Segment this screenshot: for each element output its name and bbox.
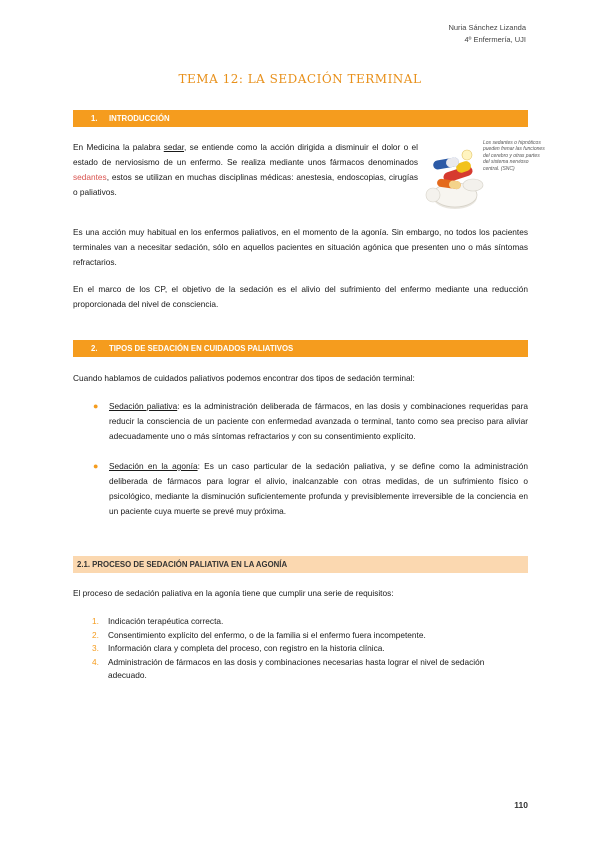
proceso-lead: El proceso de sedación paliativa en la agonía tiene que cumplir una serie de requisitos: <box>73 588 394 598</box>
subsection-heading: 2.1. PROCESO DE SEDACIÓN PALIATIVA EN LA AGONÍA <box>73 556 528 573</box>
section-number: 2. <box>91 344 98 353</box>
intro-text: En Medicina la palabra <box>73 142 164 152</box>
intro-paragraph-1 <box>73 140 418 200</box>
intro-paragraph-3: En el marco de los CP, el objetivo de la sedación es el alivio del sufrimiento del enfermo mediante una reducción proporcionada del nivel de consciencia. <box>73 284 528 309</box>
bullet-icon: ● <box>93 461 99 471</box>
section-label: TIPOS DE SEDACIÓN EN CUIDADOS PALIATIVOS <box>109 344 294 353</box>
section-label: INTRODUCCIÓN <box>109 114 170 123</box>
page-title: TEMA 12: LA SEDACIÓN TERMINAL <box>178 72 422 86</box>
section-number: 1. <box>91 114 98 123</box>
list-item <box>92 642 522 656</box>
section-heading-introduccion <box>73 110 528 127</box>
term-sedacion-paliativa: Sedación paliativa <box>109 401 178 411</box>
list-item <box>93 459 528 519</box>
list-item <box>92 629 522 643</box>
list-item <box>92 615 522 629</box>
item-text: Consentimiento explícito del enfermo, o de la familia si el enfermo fuera incompetente. <box>108 629 426 640</box>
author-name: Nuria Sánchez Lizanda <box>448 23 526 32</box>
item-text: : Es un caso particular de la sedación paliativa, y se define como la administración deliberada de fármacos para lograr el alivio, inalcanzable con otras medidas, de un sufrimiento físico o psicológico, mediante la disminución suficientemente profunda y previsiblemente irreversible de la conciencia en un paciente cuya muerte se prevé muy próxima. <box>109 461 528 516</box>
item-number: 2. <box>92 629 99 640</box>
item-text: Administración de fármacos en las dosis y combinaciones necesarias hasta lograr el nivel de sedación adecuado. <box>108 656 485 680</box>
list-item <box>93 399 528 444</box>
page-number: 110 <box>514 800 528 810</box>
intro-text: , se entiende como la acción dirigida a disminuir el dolor o el estado de nerviosismo de un enfermo. Se realiza mediante unos fármacos denominados <box>73 142 418 167</box>
item-number: 1. <box>92 616 99 626</box>
item-text: Indicación terapéutica correcta. <box>108 616 224 626</box>
item-number: 3. <box>92 643 99 653</box>
intro-text: , estos se utilizan en muchas disciplinas médicas: anestesia, endoscopias, cirugías o paliativos. <box>73 172 418 197</box>
section-heading-tipos <box>73 340 528 357</box>
item-text: : es la administración deliberada de fármacos, en las dosis y combinaciones requeridas para reducir la consciencia de un paciente con enfermedad avanzada o terminal, tanto como sea preciso para aliviar adecuadamente uno o más síntomas refractarios y con su consentimiento explícito. <box>109 401 528 441</box>
course-name: 4º Enfermería, UJI <box>464 35 526 44</box>
intro-paragraph-2: Es una acción muy habitual en los enfermos paliativos, en el momento de la agonía. Sin embargo, no todos los pacientes terminales van a necesitar sedación, sólo en aquellos pacientes en situación agónica que presenten uno o más síntomas refractarios. <box>73 227 528 267</box>
list-item <box>92 656 522 683</box>
tipos-list <box>93 399 528 534</box>
proceso-list <box>92 615 522 683</box>
term-sedantes: sedantes <box>73 172 107 182</box>
term-sedacion-agonia: Sedación en la agonía <box>109 461 198 471</box>
item-text: Información clara y completa del proceso, con registro en la historia clínica. <box>108 643 385 653</box>
pills-image-caption: Los sedantes o hipnóticos pueden frenar las funciones del cerebro y otras partes del sistema nervioso central. (SNC) <box>483 140 545 172</box>
bullet-icon: ● <box>93 401 99 411</box>
term-sedar: sedar <box>163 142 185 152</box>
tipos-lead: Cuando hablamos de cuidados paliativos podemos encontrar dos tipos de sedación terminal: <box>73 373 415 383</box>
item-number: 4. <box>92 656 99 667</box>
page-header <box>448 22 526 46</box>
